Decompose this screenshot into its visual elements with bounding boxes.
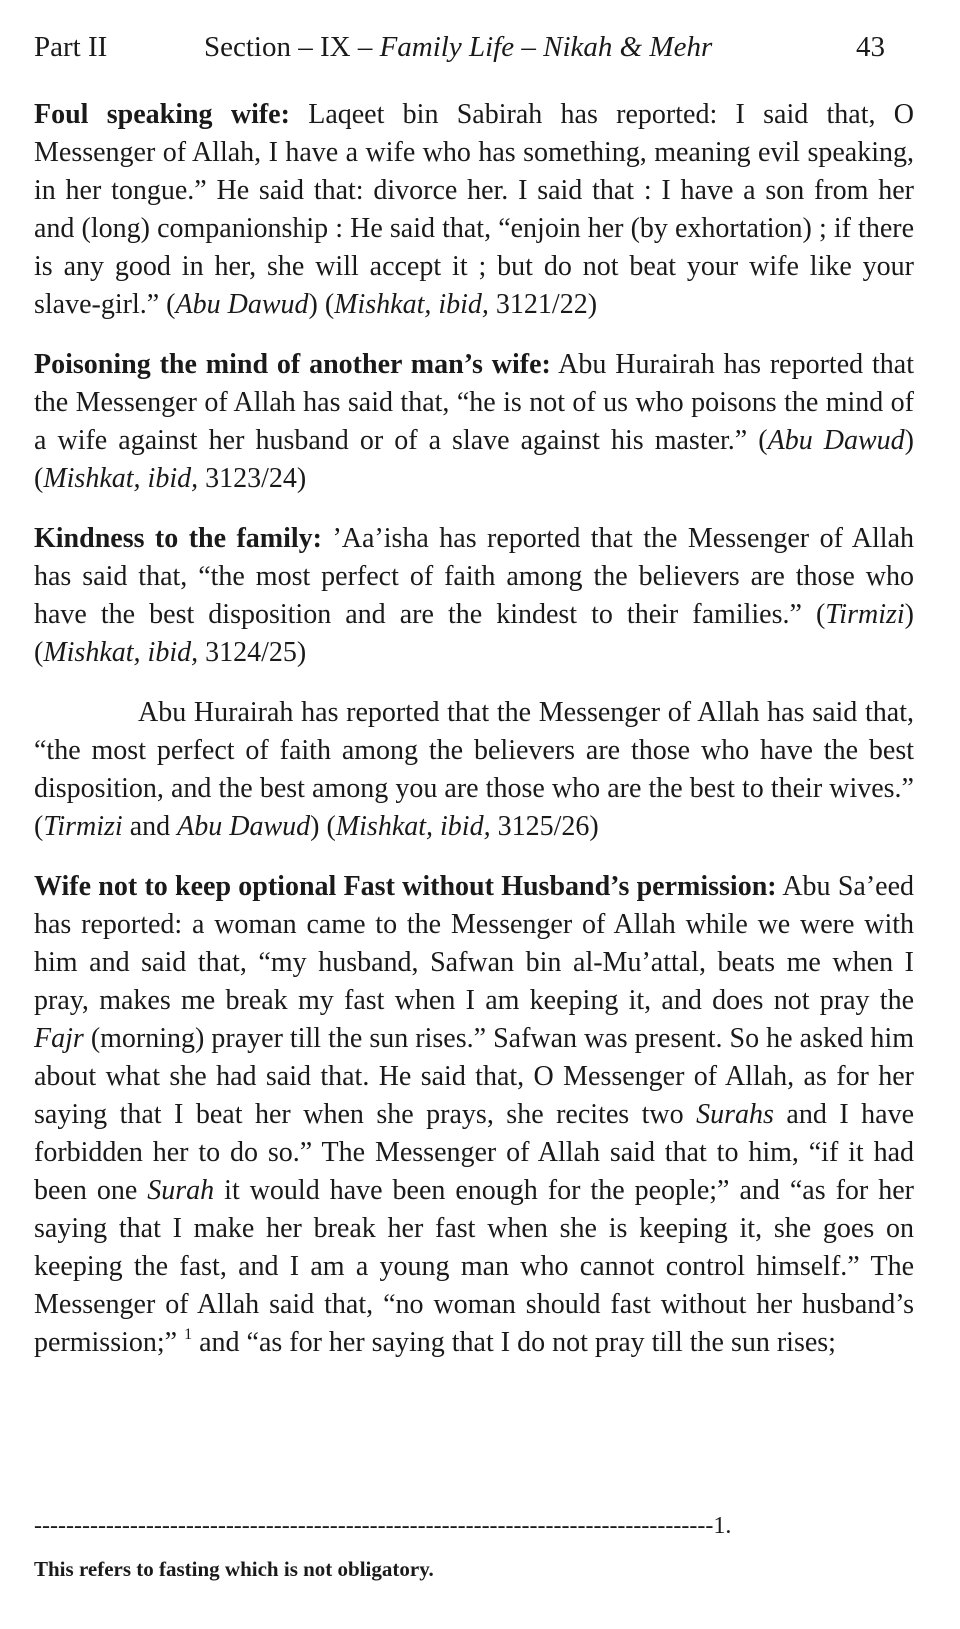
footnote-marker: 1	[184, 1326, 193, 1343]
paragraph-heading: Poisoning the mind of another man’s wife:	[34, 349, 551, 380]
paragraph-kindness-to-family	[34, 520, 914, 672]
term-italic: Fajr	[34, 1023, 84, 1054]
part-label: Part II	[34, 31, 108, 63]
paragraph-text: and I have forbidden her to do so.” The Messenger of Allah said that to him, “if it had been one	[34, 1099, 914, 1206]
paragraph-text: ) (	[34, 425, 914, 494]
source-citation: Abu Dawud	[177, 811, 311, 842]
source-citation: Tirmizi	[825, 599, 905, 630]
paragraph-heading: Kindness to the family:	[34, 523, 322, 554]
paragraph-text: ) (	[34, 599, 914, 668]
paragraph-heading: Wife not to keep optional Fast without Husband’s permission:	[34, 871, 777, 902]
paragraph-text: 3121/22)	[488, 289, 598, 320]
source-citation: Tirmizi	[43, 811, 123, 842]
paragraph-text: and “as for her saying that I do not pray till the sun rises;	[192, 1327, 836, 1358]
source-citation: Mishkat, ibid,	[43, 637, 199, 668]
section-title	[204, 22, 712, 72]
paragraph-text: it would have been enough for the people;” and “as for her saying that I make her break her fast when she is keeping it, she goes on keeping the fast, and I am a young man who cannot control himself.” The Messenger of Allah said that, “no woman should fast without her husband’s permission;”	[34, 1175, 914, 1358]
paragraph-text: ’Aa’isha has reported that the Messenger of Allah has said that, “the most perfect of faith among the believers are those who have the best disposition and are the kindest to their families.” (	[34, 523, 914, 630]
paragraph-text: 3123/24)	[198, 463, 307, 494]
page-number: 43	[856, 31, 885, 63]
paragraph-text: Abu Sa’eed has reported: a woman came to the Messenger of Allah while we were with him and said that, “my husband, Safwan bin al-Mu’attal, beats me when I pray, makes me break my fast when I am keeping it, and does not pray the	[34, 871, 914, 1016]
footnote-text: This refers to fasting which is not obligatory.	[34, 1557, 434, 1581]
paragraph-text: Laqeet bin Sabirah has reported: I said that, O Messenger of Allah, I have a wife who has something, meaning evil speaking, in her tongue.” He said that: divorce her. I said that : I have a son from her and (long) companionship : He said that, “enjoin her (by exhortation) ; if there is any good in her, she will accept it ; but do not beat your wife like your slave-girl.” (	[34, 99, 915, 320]
page-header	[34, 22, 914, 72]
source-citation: Mishkat, ibid,	[334, 289, 489, 320]
paragraph-optional-fast	[34, 868, 914, 1362]
source-citation: Abu Dawud	[767, 425, 905, 456]
paragraph-best-to-wives	[34, 694, 914, 846]
paragraph-heading: Foul speaking wife:	[34, 99, 290, 130]
source-citation: Abu Dawud	[175, 289, 309, 320]
paragraph-text: and	[122, 811, 178, 842]
paragraph-text: Abu Hurairah has reported that the Messenger of Allah has said that, “the most perfect of faith among the believers are those who have the best disposition, and the best among you are those who are the best to their wives.” (	[34, 697, 914, 842]
paragraph-text: 3124/25)	[198, 637, 307, 668]
source-citation: Mishkat, ibid,	[335, 811, 491, 842]
paragraph-text: ) (	[308, 289, 335, 320]
page-body	[34, 96, 914, 1384]
paragraph-text: ) (	[310, 811, 336, 842]
paragraph-text: Abu Hurairah has reported that the Messenger of Allah has said that, “he is not of us who poisons the mind of a wife against her husband or of a slave against his master.” (	[34, 349, 914, 456]
term-italic: Surahs	[696, 1099, 774, 1130]
paragraph-foul-speaking-wife	[34, 96, 914, 324]
paragraph-poisoning-mind	[34, 346, 914, 498]
paragraph-text: 3125/26)	[490, 811, 599, 842]
source-citation: Mishkat, ibid,	[43, 463, 199, 494]
section-name: Family Life – Nikah & Mehr	[379, 31, 713, 63]
footnote-rule: -------------------------------------------------------------------------------------1.	[34, 1513, 732, 1539]
term-italic: Surah	[147, 1175, 215, 1206]
section-prefix: Section – IX –	[204, 31, 373, 63]
paragraph-text: (morning) prayer till the sun rises.” Safwan was present. So he asked him about what she had said that. He said that, O Messenger of Allah, as for her saying that I beat her when she prays, she recites two	[34, 1023, 914, 1130]
